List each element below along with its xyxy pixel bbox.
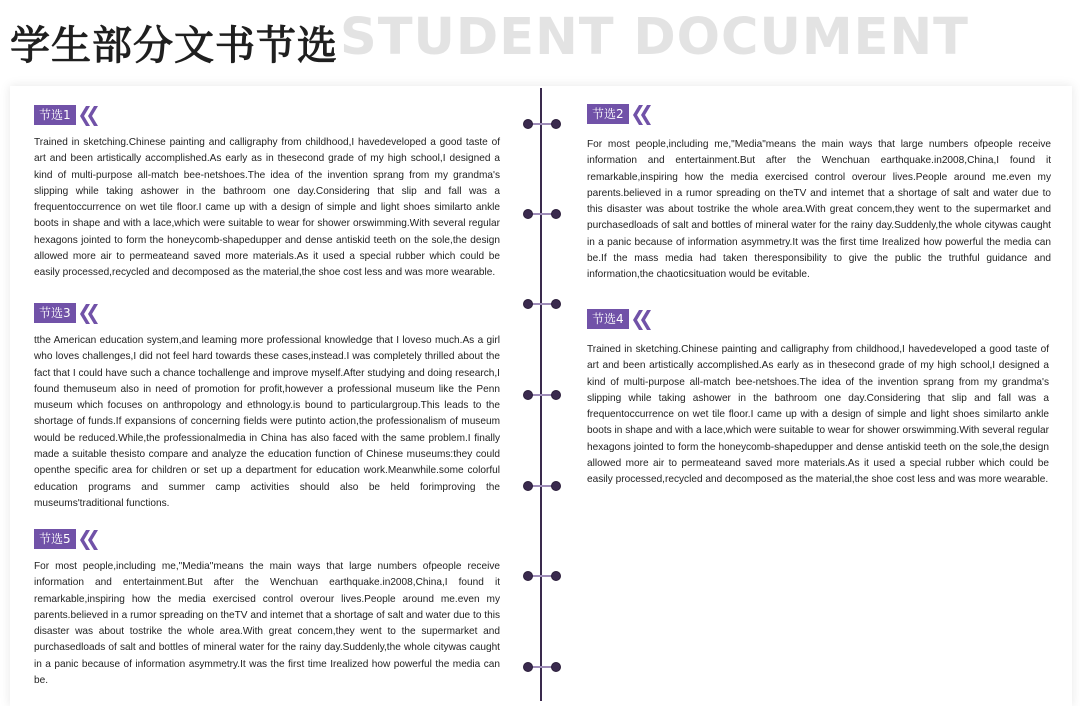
- binder-ring-icon: [523, 390, 561, 400]
- excerpt-label: 节选4: [587, 309, 629, 329]
- binder-ring-icon: [523, 209, 561, 219]
- double-chevron-left-icon: [630, 104, 654, 126]
- binder-ring-icon: [523, 481, 561, 491]
- binder-ring-icon: [523, 662, 561, 672]
- excerpt-tag: [587, 309, 1049, 331]
- excerpt-text: Trained in sketching.Chinese painting and calligraphy from childhood,I havedeveloped a good taste of art and been artistically accomplished.As early as in thesecond grade of my high school,I designed a kind of multi-purpose all-match bee-netshoes.The idea of the invention sprang from my grandma's slipping while taking ashower in the bathroom one day.Considering that slip and fall was a frequentoccurrence on wet tile floor.I came up with a design of simple and light shoes similarto ankle boots in shape and with a lace,which were suitable to wear for shower orswimming.With several regular hexagons jointed to form the honeycomb-shapedupper and dense antiskid teeth on the sole,the design allowed more air to permeateand saved more materials.As it used a special rubber which could be easily processed,recycled and decomposed as the material,the shoe cost less and was more wearable.: [34, 137, 500, 279]
- excerpt-label: 节选3: [34, 303, 76, 323]
- excerpt-text: tthe American education system,and leaming more professional knowledge that I loveso much.As a girl who loves challenges,I did not feel hard towards these cases,instead.I was completely thrilled about the fact that I could have such a chance tochallenge and improve myself.After studying and doing research,I found themuseum also in need of promotion for profit,however a professional museum like the Penn museum which focuses on anthropology and ethnology.is bound to particulargroup.This leads to the shortage of funds.If expansions of concerning fields were putinto action,the professionalism of museum would be reduced.While,the professionalmedia in China has also faced with the same problem.I finally made a suitable thesisto compare and analyze the education function of Chinese museums:they could openthe specific area for children or set up a department for education work.Meanwhile.some colorful education programs and summer camp activities should also be held forimproving the museums'traditional functions.: [34, 335, 500, 509]
- double-chevron-left-icon: [77, 105, 101, 127]
- binder-ring-icon: [523, 299, 561, 309]
- page-header: [10, 8, 1070, 68]
- double-chevron-left-icon: [77, 303, 101, 325]
- double-chevron-left-icon: [630, 309, 654, 331]
- excerpt-tag: [34, 529, 500, 551]
- double-chevron-left-icon: [77, 529, 101, 551]
- excerpt-section-2: [587, 104, 1051, 284]
- excerpt-tag: [34, 303, 500, 325]
- binder-ring-icon: [523, 571, 561, 581]
- excerpt-label: 节选2: [587, 104, 629, 124]
- excerpt-text: Trained in sketching.Chinese painting and calligraphy from childhood,I havedeveloped a good taste of art and been artistically accomplished.As early as in thesecond grade of my high school,I designed a kind of multi-purpose all-match bee-netshoes.The idea of the invention sprang from my grandma's slipping while taking ashower in the bathroom one day.Considering that slip and fall was a frequentoccurrence on wet tile floor.I came up with a design of simple and light shoes similarto ankle boots in shape and with a lace,which were suitable to wear for shower orswimming.With several regular hexagons jointed to form the honeycomb-shapedupper and dense antiskid teeth on the sole,the design allowed more air to permeateand saved more materials.As it used a special rubber which could be easily processed,recycled and decomposed as the material,the shoe cost less and was more wearable.: [587, 344, 1049, 486]
- excerpt-text: For most people,including me,"Media"means the main ways that large numbers ofpeople receive information and entertainment.But after the Wenchuan earthquake.in2008,China,I found it remarkable,inspiring how the media exercised control overour lives.People around me.even my parents.believed in a rumor spreading on theTV and intemet that a shortage of salt and water due to this disaster was about tostrike the whole area.With great concem,they went to the supermarket and purchasedloads of salt and bottles of mineral water for the rainy day.Suddenly,the whole citywas caught in a panic because of information asymmetry.It was the first time Irealized how powerful the media can be.: [34, 561, 500, 687]
- excerpt-section-3: [34, 303, 500, 512]
- binder-ring-icon: [523, 119, 561, 129]
- excerpt-section-1: [34, 105, 500, 282]
- excerpt-tag: [587, 104, 1051, 126]
- excerpt-tag: [34, 105, 500, 127]
- page-title: 学生部分文书节选: [10, 23, 338, 69]
- excerpt-label: 节选5: [34, 529, 76, 549]
- excerpt-section-5: [34, 529, 500, 689]
- excerpt-text: For most people,including me,"Media"means the main ways that large numbers ofpeople receive information and entertainment.But after the Wenchuan earthquake.in2008,China,I found it remarkable,inspiring how the media exercised control overour lives.People around me.even my parents.believed in a rumor spreading on theTV and intemet that a shortage of salt and water due to this disaster was about tostrike the whole area.With great concem,they went to the supermarket and purchasedloads of salt and bottles of mineral water for the rainy day.Suddenly,the whole citywas caught in a panic because of information asymmetry.It was the first time Irealized how powerful the media can be.If the mass media had taken theresponsibility to give the public the truthful guidance and information,the chaoticsituation would be evitable.: [587, 139, 1051, 281]
- excerpt-label: 节选1: [34, 105, 76, 125]
- excerpt-section-4: [587, 309, 1049, 489]
- page-title-english: STUDENT DOCUMENT: [340, 8, 969, 67]
